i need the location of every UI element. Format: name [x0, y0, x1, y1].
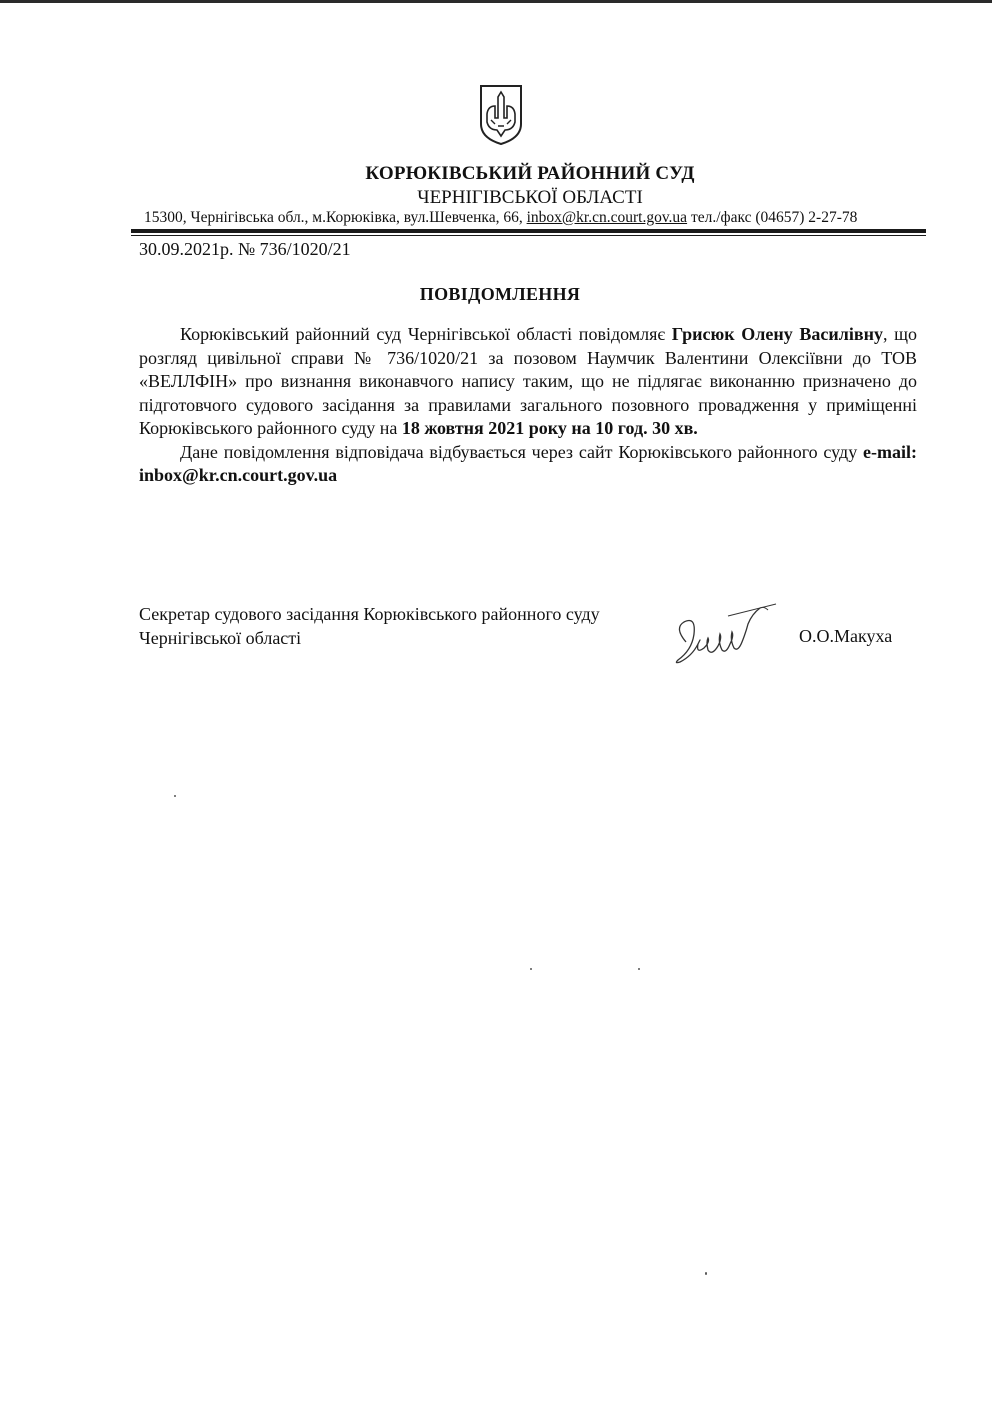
signer-position-line1: Секретар судового засідання Корюківського районного суду — [139, 604, 600, 624]
notice-paragraph — [139, 323, 917, 441]
party-name: Грисюк Олену Василівну — [671, 324, 883, 344]
delivery-email: e-mail: inbox@kr.cn.court.gov.ua — [139, 441, 917, 485]
handwritten-signature — [668, 598, 788, 670]
court-email-link[interactable]: inbox@kr.cn.court.gov.ua — [526, 209, 688, 226]
signer-name: О.О.Макуха — [799, 626, 893, 646]
header-divider-thin — [131, 235, 926, 236]
delivery-paragraph — [139, 441, 917, 488]
hearing-datetime: 18 жовтня 2021 року на 10 год. 30 хв. — [401, 418, 698, 438]
scan-speck — [638, 968, 640, 970]
scan-speck — [530, 968, 532, 970]
address-prefix: 15300, Чернігівська обл., м.Корюківка, вул.Шевченка, 66, — [144, 209, 527, 226]
court-name: КОРЮКІВСЬКИЙ РАЙОННИЙ СУД — [365, 163, 695, 184]
court-region: ЧЕРНІГІВСЬКОЇ ОБЛАСТІ — [417, 187, 643, 208]
court-address — [144, 209, 924, 227]
ukraine-trident-icon — [478, 84, 524, 146]
phone-fax: тел./факс (04657) 2-27-78 — [687, 209, 858, 226]
scan-speck — [174, 795, 176, 797]
header-divider-thick — [131, 229, 926, 233]
document-date-number: 30.09.2021р. № 736/1020/21 — [139, 239, 351, 259]
signer-position — [139, 602, 600, 650]
signer-position-line2: Чернігівської області — [139, 628, 302, 648]
document-title: ПОВІДОМЛЕННЯ — [419, 284, 581, 304]
scan-speck — [705, 1272, 707, 1275]
scan-top-edge — [0, 0, 992, 3]
notice-text-middle: , що розгляд цивільної справи № 736/1020/21 за позовом Наумчик Валентини Олексіївни до ТОВ «ВЕЛЛФІН» про визнання виконавчого напису таким, що не підлягає виконанню призначено до підготовчого судового засідання за правилами загального позовного провадження у приміщенні Корюківського районного суду на — [139, 324, 917, 438]
delivery-text: Дане повідомлення відповідача відбувається через сайт Корюківського районного суду — [180, 441, 864, 462]
notice-text-start: Корюківський районний суд Чернігівської області повідомляє — [180, 324, 672, 344]
document-body — [139, 323, 917, 488]
